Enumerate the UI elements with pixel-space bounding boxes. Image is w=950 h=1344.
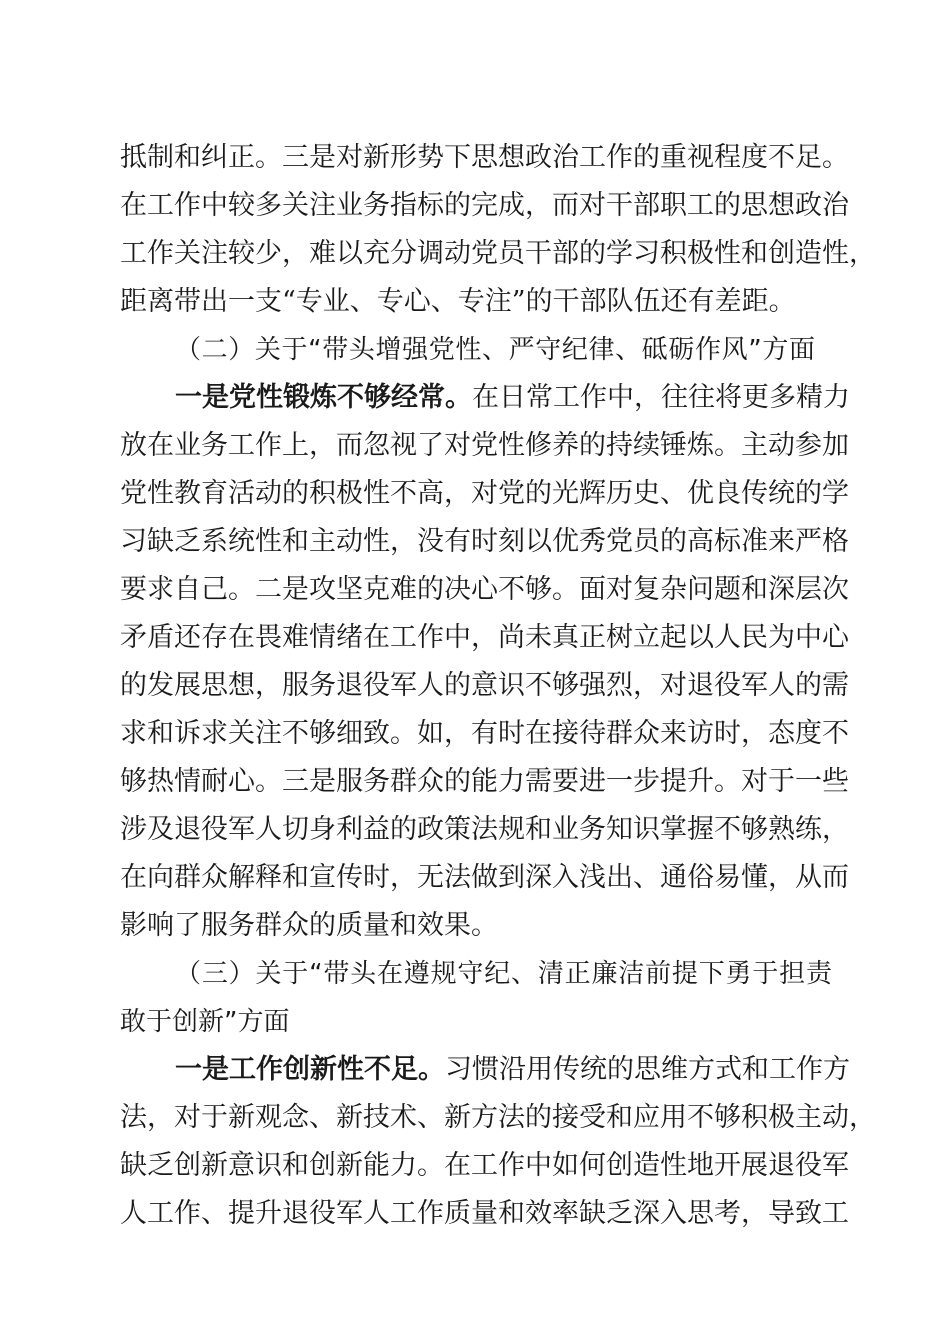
paragraph-line: 矛盾还存在畏难情绪在工作中，尚未真正树立起以人民为中心 (120, 622, 849, 653)
paragraph-text: 习惯沿用传统的思维方式和工作方 (445, 1054, 850, 1085)
section-heading: （三）关于“带头在遵规守纪、清正廉洁前提下勇于担责 (175, 959, 832, 989)
paragraph-line: 在工作中较多关注业务指标的完成，而对干部职工的思想政治 (120, 190, 849, 221)
section-heading-continued: 敢于创新”方面 (120, 1007, 290, 1037)
paragraph-line: 党性教育活动的积极性不高，对党的光辉历史、优良传统的学 (120, 478, 849, 509)
paragraph-line: 影响了服务群众的质量和效果。 (120, 910, 498, 941)
paragraph-line: 在向群众解释和宣传时，无法做到深入浅出、通俗易懂，从而 (120, 862, 849, 893)
paragraph-line: 缺乏创新意识和创新能力。在工作中如何创造性地开展退役军 (120, 1150, 849, 1181)
paragraph-line: 距离带出一支“专业、专心、专注”的干部队伍还有差距。 (120, 286, 796, 317)
paragraph-line: 习缺乏系统性和主动性，没有时刻以优秀党员的高标准来严格 (120, 526, 849, 557)
section-heading: （二）关于“带头增强党性、严守纪律、砥砺作风”方面 (175, 335, 815, 365)
paragraph-line: 求和诉求关注不够细致。如，有时在接待群众来访时，态度不 (120, 718, 849, 749)
paragraph-line: 的发展思想，服务退役军人的意识不够强烈，对退役军人的需 (120, 670, 849, 701)
paragraph-first-line (175, 1048, 850, 1092)
paragraph-first-line (175, 376, 850, 420)
paragraph-lead: 一是党性锻炼不够经常。 (175, 382, 472, 413)
paragraph-line: 抵制和纠正。三是对新形势下思想政治工作的重视程度不足。 (120, 142, 849, 173)
paragraph-line: 工作关注较少，难以充分调动党员干部的学习积极性和创造性， (120, 238, 876, 269)
paragraph-lead: 一是工作创新性不足。 (175, 1054, 445, 1085)
paragraph-line: 法，对于新观念、新技术、新方法的接受和应用不够积极主动， (120, 1102, 876, 1133)
paragraph-line: 涉及退役军人切身利益的政策法规和业务知识掌握不够熟练， (120, 814, 849, 845)
paragraph-line: 够热情耐心。三是服务群众的能力需要进一步提升。对于一些 (120, 766, 849, 797)
paragraph-line: 人工作、提升退役军人工作质量和效率缺乏深入思考，导致工 (120, 1198, 849, 1229)
paragraph-line: 放在业务工作上，而忽视了对党性修养的持续锤炼。主动参加 (120, 430, 849, 461)
paragraph-line: 要求自己。二是攻坚克难的决心不够。面对复杂问题和深层次 (120, 574, 849, 605)
paragraph-text: 在日常工作中，往往将更多精力 (472, 382, 850, 413)
